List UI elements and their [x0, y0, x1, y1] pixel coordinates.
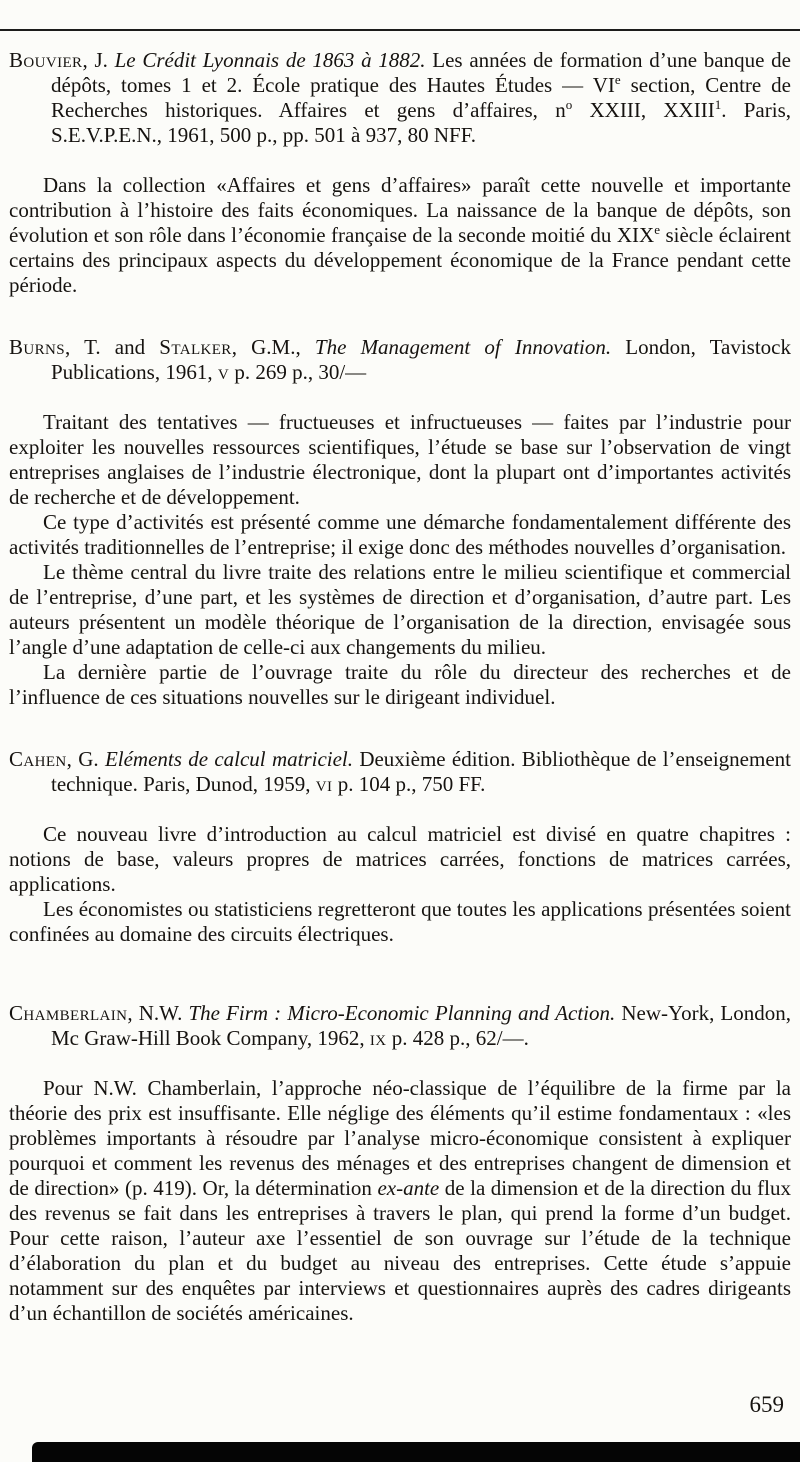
- citation: Burns, T. and Stalker, G.M., The Management of Innovation. London, Tavistock Publications, 1961, v p. 269 p., 30/—: [9, 335, 791, 384]
- bibliography-entry-cahen: [9, 747, 791, 947]
- bibliography-entry-bouvier: [9, 48, 791, 298]
- review-paragraph: Pour N.W. Chamberlain, l’approche néo-classique de l’équilibre de la firme par la théorie des prix est insuffisante. Elle néglige des éléments qu’il estime fondamentaux : «les problèmes importants à résoudre par l’analyse micro-économique consistent à expliquer pourquoi et comment les revenus des ménages et des entreprises changent de dimension et de direction» (p. 419). Or, la détermination ex-ante de la dimension et de la direction du flux des revenus se fait dans les entreprises à travers le plan, qui prend la forme d’un budget. Pour cette raison, l’auteur axe l’essentiel de son ouvrage sur l’étude de la technique d’élaboration du plan et du budget au niveau des entreprises. Cette étude s’appuie notamment sur des enquêtes par interviews et questionnaires auprès des cadres dirigeants d’un échantillon de sociétés américaines.: [9, 1076, 792, 1325]
- bottom-scan-bar: [32, 1442, 800, 1462]
- page-number: 659: [749, 1392, 784, 1417]
- bibliography-entry-burns-stalker: [9, 335, 791, 710]
- review-paragraph: Ce type d’activités est présenté comme une démarche fondamentalement différente des activités traditionnelles de l’entreprise; il exige donc des méthodes nouvelles d’organisation.: [9, 510, 791, 559]
- citation: Bouvier, J. Le Crédit Lyonnais de 1863 à 1882. Les années de formation d’une banque de dépôts, tomes 1 et 2. École pratique des Hautes Études — VIe section, Centre de Recherches historiques. Affaires et gens d’affaires, $n^o$ XXIII, XXIII$^1$. Paris, S.E.V.P.E.N., 1961, 500 p., pp. 501 à 937, 80 NFF.: [9, 48, 792, 147]
- review-paragraph: Ce nouveau livre d’introduction au calcul matriciel est divisé en quatre chapitres : notions de base, valeurs propres de matrices carrées, fonctions de matrices carrées, applications.: [9, 822, 791, 896]
- review-paragraph: Les économistes ou statisticiens regretteront que toutes les applications présentées soient confinées au domaine des circuits électriques.: [9, 897, 791, 946]
- page-content: [9, 48, 791, 1326]
- bibliography-entry-chamberlain: [9, 1001, 791, 1326]
- review-paragraph: Le thème central du livre traite des relations entre le milieu scientifique et commercial de l’entreprise, d’une part, et les systèmes de direction et d’organisation, d’autre part. Les auteurs présentent un modèle théorique de l’organisation de la direction, envisagée sous l’angle d’une adaptation de celle-ci aux changements du milieu.: [9, 560, 791, 659]
- review-paragraph: Traitant des tentatives — fructueuses et infructueuses — faites par l’industrie pour exploiter les nouvelles ressources scientifiques, l’étude se base sur l’observation de vingt entreprises anglaises de l’industrie électronique, dont la plupart ont d’importantes activités de recherche et de développement.: [9, 410, 791, 509]
- citation: Chamberlain, N.W. The Firm : Micro-Economic Planning and Action. New-York, London, Mc Graw-Hill Book Company, 1962, ix p. 428 p., 62/—.: [9, 1001, 792, 1050]
- review-paragraph: La dernière partie de l’ouvrage traite du rôle du directeur des recherches et de l’influence de ces situations nouvelles sur le dirigeant individuel.: [9, 660, 791, 709]
- top-rule: [0, 29, 800, 31]
- citation: Cahen, G. Eléments de calcul matriciel. Deuxième édition. Bibliothèque de l’enseignement technique. Paris, Dunod, 1959, vi p. 104 p., 750 FF.: [9, 747, 791, 796]
- review-paragraph: Dans la collection «Affaires et gens d’affaires» paraît cette nouvelle et importante contribution à l’histoire des faits économiques. La naissance de la banque de dépôts, son évolution et son rôle dans l’économie française de la seconde moitié du XIXe siècle éclairent certains des principaux aspects du développement économique de la France pendant cette période.: [9, 173, 791, 297]
